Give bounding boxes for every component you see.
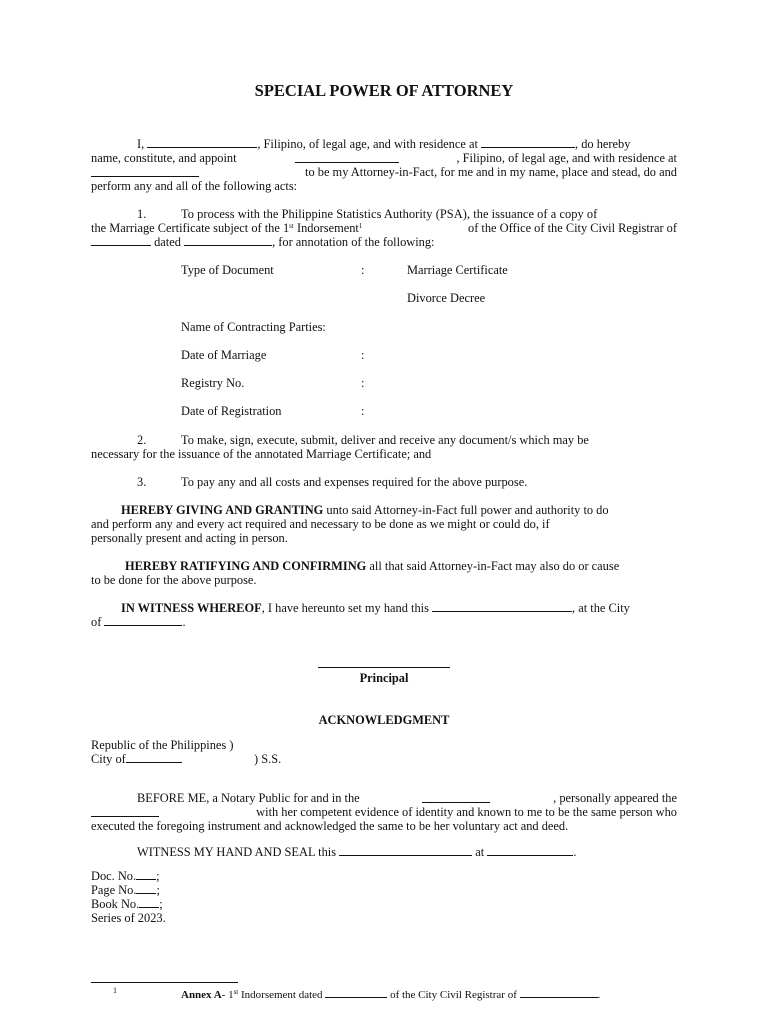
act-1-line-2 [91,221,677,235]
act-1-text: the Marriage Certificate subject of the 1st Indorsement$^1$ [91,221,363,235]
semicolon: ; [156,883,160,897]
footnote-date-blank[interactable] [325,987,387,998]
ack-witness-text: at [475,845,485,859]
giving-heading: HEREBY GIVING AND GRANTING [121,503,324,517]
page-no-line [91,883,160,897]
ack-witness-line [137,845,576,859]
principal-label: Principal [359,671,409,685]
act-2-line-2: necessary for the issuance of the annotated Marriage Certificate; and [91,447,432,461]
notary-place-blank[interactable] [422,792,490,803]
doc-no-blank[interactable] [136,869,156,880]
registry-no-label: Registry No. [181,376,245,390]
book-no-blank[interactable] [139,897,159,908]
witness-text: . [182,615,186,629]
attorney-residence-blank[interactable] [91,166,199,177]
before-me-line-1 [137,791,677,805]
indorsement-date-blank[interactable] [184,235,272,246]
footnote-city-blank[interactable] [520,987,598,998]
act-1-line-3 [91,235,434,249]
before-me-text: with her competent evidence of identity and known to me to be the same person who [256,805,677,819]
intro-line-1 [137,137,677,151]
city-label: City of [91,752,126,766]
type-value-marriage: Marriage Certificate [407,263,508,277]
act-2-number: 2. [137,433,147,447]
ratifying-line-1 [125,559,619,573]
act-1-text: of the Office of the City Civil Registrar of [468,221,677,235]
ratifying-heading: HEREBY RATIFYING AND CONFIRMING [125,559,367,573]
doc-no-label: Doc. No. [91,869,137,883]
city-line [91,752,182,766]
date-of-registration-label: Date of Registration [181,404,282,418]
ack-date-blank[interactable] [339,845,472,856]
ratifying-line-2: to be done for the above purpose. [91,573,257,587]
ack-city-blank[interactable] [126,752,182,763]
residence-blank[interactable] [481,137,575,148]
type-of-document-label: Type of Document [181,263,274,277]
before-me-text: , personally appeared the [553,791,677,805]
intro-text: to be my Attorney-in-Fact, for me and in my name, place and stead, do and [305,165,677,179]
document-title: SPECIAL POWER OF ATTORNEY [254,81,514,100]
giving-line-3: personally present and acting in person. [91,531,288,545]
ss-label: ) S.S. [254,752,282,766]
act-1-text: , for annotation of the following: [272,235,435,249]
doc-no-line [91,869,160,883]
ack-witness-text: WITNESS MY HAND AND SEAL this [137,845,337,859]
act-3-number: 3. [137,475,147,489]
intro-text: , do hereby [575,137,631,151]
before-me-line-2 [91,805,677,819]
footnote-annex: Annex A [181,989,222,1001]
giving-text: unto said Attorney-in-Fact full power and authority to do [323,503,609,517]
ratifying-text: all that said Attorney-in-Fact may also do or cause [366,559,620,573]
act-1-text: dated [154,235,181,249]
footnote-separator [91,982,238,983]
witness-date-blank[interactable] [432,601,572,612]
type-value-divorce: Divorce Decree [407,291,486,305]
contracting-parties-label: Name of Contracting Parties: [181,320,326,334]
footnote-mark: 1 [113,986,117,995]
semicolon: ; [159,897,163,911]
witness-city-blank[interactable] [104,615,182,626]
intro-text: , Filipino, of legal age, and with residence at [257,137,478,151]
giving-line-2: and perform any and every act required and necessary to be done as we might or could do, if [91,517,550,531]
intro-text: I, [137,137,145,151]
ack-witness-text: . [573,845,577,859]
page-no-label: Page No. [91,883,137,897]
registrar-city-blank[interactable] [91,235,151,246]
act-1-line-1: To process with the Philippine Statistics Authority (PSA), the issuance of a copy of [181,207,598,221]
colon: : [361,404,365,418]
acknowledgment-title: ACKNOWLEDGMENT [318,713,450,727]
ack-place-blank[interactable] [487,845,573,856]
semicolon: ; [156,869,160,883]
attorney-name-blank[interactable] [295,152,399,163]
series-line: Series of 2023. [91,911,166,925]
date-of-marriage-label: Date of Marriage [181,348,267,362]
intro-line-3 [91,165,677,179]
before-me-line-3: executed the foregoing instrument and acknowledged the same to be her voluntary act and deed. [91,819,569,833]
witness-text: , I have hereunto set my hand this [261,601,429,615]
colon: : [361,263,365,277]
act-2-line-1: To make, sign, execute, submit, deliver and receive any document/s which may be [181,433,589,447]
page-no-blank[interactable] [136,883,156,894]
act-3-line-1: To pay any and all costs and expenses required for the above purpose. [181,475,528,489]
witness-text: , at the City [572,601,630,615]
footnote-text: Annex A- 1st Indorsement dated of the City Civil Registrar of . [181,988,601,1001]
act-1-number: 1. [137,207,147,221]
intro-text: , Filipino, of legal age, and with residence at [456,151,677,165]
colon: : [361,348,365,362]
colon: : [361,376,365,390]
witness-text: of [91,615,102,629]
name-blank[interactable] [147,137,257,148]
giving-line-1 [121,503,609,517]
before-me-text: BEFORE ME, a Notary Public for and in the [137,791,360,805]
witness-line-2 [91,615,186,629]
principal-signature-line[interactable] [318,667,450,668]
intro-line-4: perform any and all of the following acts: [91,179,298,193]
witness-line-1 [121,601,630,615]
book-no-line [91,897,163,911]
book-no-label: Book No. [91,897,140,911]
witness-heading: IN WITNESS WHEREOF [121,601,262,615]
republic-line: Republic of the Philippines ) [91,738,234,752]
intro-text: name, constitute, and appoint [91,151,237,165]
appearing-person-blank[interactable] [91,806,159,817]
intro-line-2 [91,151,677,165]
